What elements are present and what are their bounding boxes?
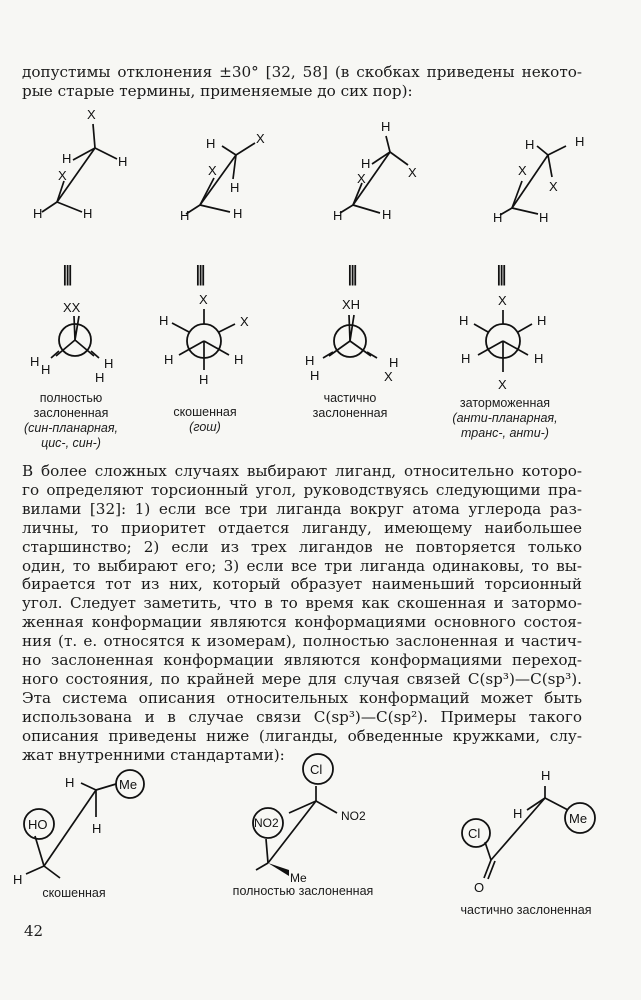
atom-label: H bbox=[233, 206, 243, 221]
atom-label: H bbox=[389, 355, 399, 370]
body-line: использована и в случае связи C(sp³)—C(sp²). Примеры такого bbox=[22, 707, 582, 726]
equivalence-symbol: ||| bbox=[347, 261, 356, 286]
caption-line: заслоненная bbox=[312, 406, 388, 420]
atom-label: XH bbox=[342, 297, 361, 312]
atom-label: H bbox=[33, 206, 43, 221]
sawhorse-projection bbox=[33, 107, 127, 221]
atom-label: H bbox=[513, 806, 523, 821]
equivalence-symbol: ||| bbox=[496, 261, 505, 286]
caption-staggered bbox=[440, 396, 570, 441]
caption-line: скошенная bbox=[173, 405, 237, 419]
intro-line: рые старые термины, применяемые до сих пор): bbox=[22, 81, 413, 100]
atom-label: XX bbox=[63, 300, 81, 315]
atom-label: H bbox=[525, 137, 535, 152]
atom-label: X bbox=[408, 165, 417, 180]
atom-label: X bbox=[549, 179, 558, 194]
atom-label: H bbox=[95, 370, 105, 385]
atom-label: H bbox=[541, 768, 551, 783]
body-line: В более сложных случаях выбирают лиганд, относительно которо- bbox=[22, 462, 582, 480]
sawhorse-projection bbox=[333, 119, 417, 223]
atom-label: H bbox=[159, 313, 169, 328]
atom-label: Cl bbox=[468, 826, 481, 841]
example-caption: полностью заслоненная bbox=[232, 884, 374, 898]
body-line: один, то выбирают его; 3) если все три лиганда одинаковы, то вы- bbox=[22, 556, 582, 575]
atom-label: H bbox=[493, 210, 503, 225]
caption-line: заторможенная bbox=[459, 396, 551, 410]
body-line: но заслоненная конформации являются конформациями переход- bbox=[22, 651, 582, 670]
body-line: женная конформации являются конформациями основного состоя- bbox=[22, 613, 582, 632]
body-line: описания приведены ниже (лиганды, обведенные кружками, слу- bbox=[22, 726, 582, 745]
atom-label: H bbox=[13, 872, 23, 887]
atom-label: H bbox=[461, 351, 471, 366]
newman-projection bbox=[459, 293, 546, 392]
body-line: го определяют торсионный угол, руководствуясь следующими пра- bbox=[22, 480, 582, 499]
atom-label: H bbox=[104, 356, 114, 371]
atom-label: Me bbox=[119, 777, 138, 792]
body-line: старшинство; 2) если из трех лигандов не повторяется только bbox=[22, 537, 582, 556]
atom-label: H bbox=[361, 156, 371, 171]
atom-label: H bbox=[41, 362, 51, 377]
atom-label: H bbox=[537, 313, 547, 328]
atom-label: X bbox=[199, 292, 208, 307]
body-line: личны, то приоритет отдается лиганду, имеющему наибольшее bbox=[22, 518, 582, 537]
atom-label: H bbox=[230, 180, 240, 195]
atom-label: X bbox=[357, 171, 366, 186]
atom-label: X bbox=[87, 107, 96, 122]
atom-label: HO bbox=[28, 817, 48, 832]
equivalence-symbol: ||| bbox=[195, 261, 204, 286]
atom-label: O bbox=[474, 880, 485, 895]
sawhorse-projection bbox=[493, 134, 584, 225]
atom-label: H bbox=[310, 368, 320, 383]
sawhorse-projection bbox=[180, 131, 265, 223]
atom-label: H bbox=[65, 775, 75, 790]
intro-line: допустимы отклонения ±30° [32, 58] (в скобках приведены некото- bbox=[22, 63, 582, 81]
atom-label: H bbox=[534, 351, 544, 366]
body-line: ния (т. е. относятся к изомерам), полностью заслоненная и частич- bbox=[22, 632, 582, 651]
atom-label: X bbox=[256, 131, 265, 146]
body-line: жат внутренними стандартами): bbox=[22, 745, 285, 764]
newman-projection bbox=[305, 297, 398, 384]
example-structure bbox=[13, 770, 144, 887]
atom-label: X bbox=[498, 293, 507, 308]
atom-label: H bbox=[62, 151, 72, 166]
body-line: бирается тот из них, который образует наименьший торсионный bbox=[22, 575, 582, 594]
caption-line: транс-, анти-) bbox=[461, 426, 549, 440]
atom-label: H bbox=[30, 354, 40, 369]
example-structure bbox=[462, 768, 595, 895]
atom-label: H bbox=[381, 119, 391, 134]
atom-label: H bbox=[199, 372, 209, 387]
page-number: 42 bbox=[24, 922, 44, 940]
atom-label: H bbox=[118, 154, 128, 169]
newman-projection bbox=[159, 292, 249, 387]
atom-label: H bbox=[539, 210, 549, 225]
atom-label: X bbox=[58, 168, 67, 183]
atom-label: H bbox=[575, 134, 585, 149]
atom-label: X bbox=[240, 314, 249, 329]
example-caption: скошенная bbox=[42, 886, 106, 900]
atom-label: H bbox=[305, 353, 315, 368]
atom-label: H bbox=[164, 352, 174, 367]
atom-label: NO2 bbox=[341, 809, 366, 823]
atom-label: H bbox=[234, 352, 244, 367]
atom-label: X bbox=[384, 369, 393, 384]
atom-label: H bbox=[180, 208, 190, 223]
caption-line: (гош) bbox=[189, 420, 221, 434]
caption-line: заслоненная bbox=[33, 406, 109, 420]
example-structure bbox=[253, 754, 366, 885]
caption-line: (син-планарная, bbox=[23, 421, 119, 435]
body-line: угол. Следует заметить, что в то время как скошенная и затормо- bbox=[22, 594, 582, 613]
atom-label: X bbox=[518, 163, 527, 178]
caption-partially-eclipsed bbox=[300, 391, 400, 421]
atom-label: X bbox=[208, 163, 217, 178]
caption-line: цис-, син-) bbox=[41, 436, 101, 450]
atom-label: X bbox=[498, 377, 507, 392]
atom-label: NO2 bbox=[254, 816, 279, 830]
caption-fully-eclipsed bbox=[6, 391, 136, 451]
atom-label: H bbox=[92, 821, 102, 836]
atom-label: H bbox=[206, 136, 216, 151]
atom-label: Me bbox=[290, 871, 307, 885]
atom-label: H bbox=[333, 208, 343, 223]
atom-label: H bbox=[83, 206, 93, 221]
body-line: вилами [32]: 1) если все три лиганда вокруг атома углерода раз- bbox=[22, 499, 582, 518]
atom-label: Cl bbox=[310, 762, 323, 777]
body-line: Эта система описания относительных конформаций может быть bbox=[22, 688, 582, 707]
atom-label: Me bbox=[569, 811, 588, 826]
atom-label: H bbox=[382, 207, 392, 222]
example-caption: частично заслоненная bbox=[460, 903, 592, 917]
body-line: ного состояния, по крайней мере для случая связей C(sp³)—C(sp³). bbox=[22, 669, 582, 688]
caption-line: частично bbox=[323, 391, 377, 405]
atom-label: H bbox=[459, 313, 469, 328]
newman-projection bbox=[30, 300, 113, 385]
caption-gauche bbox=[155, 405, 255, 435]
caption-line: полностью bbox=[39, 391, 103, 405]
equivalence-symbol: ||| bbox=[62, 261, 71, 286]
caption-line: (анти-планарная, bbox=[452, 411, 558, 425]
body-paragraph bbox=[22, 462, 582, 765]
